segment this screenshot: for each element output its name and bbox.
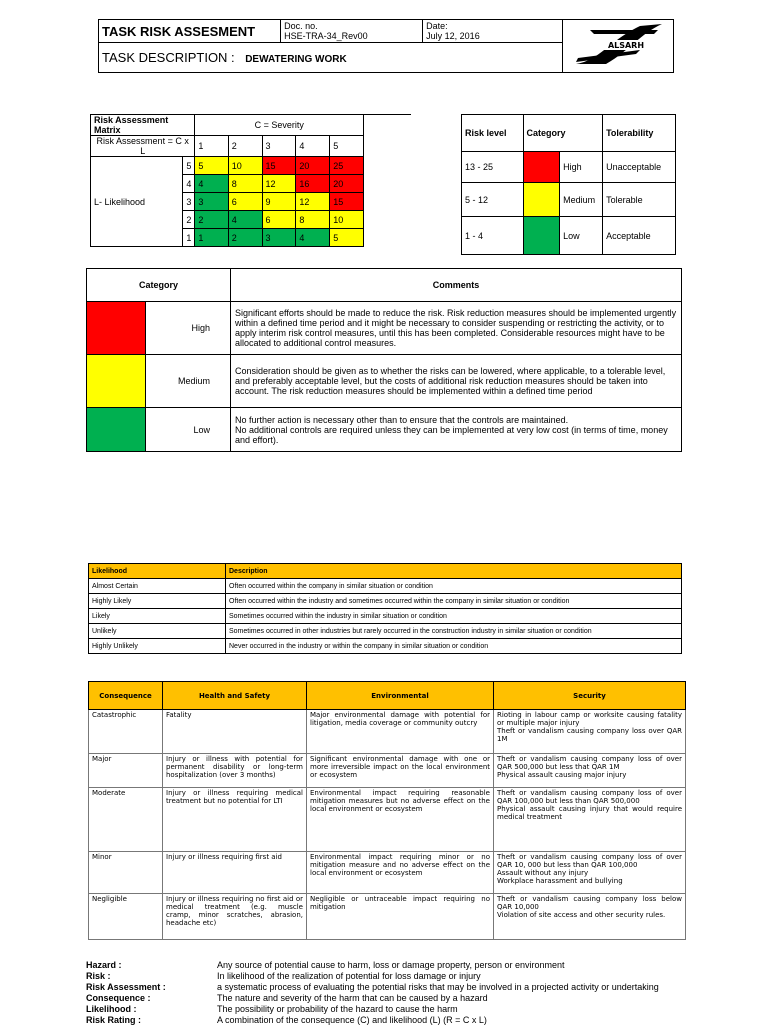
definition-text: a systematic process of evaluating the potential risks that may be involved in a projected activity or undertaking [217, 982, 659, 992]
category-label: Low [560, 217, 603, 255]
risk-score-cell: 6 [228, 193, 262, 211]
document-header [98, 19, 674, 73]
severity-col: 5 [330, 136, 364, 157]
definition-text: A combination of the consequence (C) and likelihood (L) (R = C x L) [217, 1015, 487, 1025]
logo-cell [563, 20, 674, 73]
category-color-swatch [87, 355, 146, 408]
risk-score-cell: 2 [228, 229, 262, 247]
date-cell [423, 20, 563, 43]
consequence-level: Moderate [89, 788, 163, 852]
severity-label: C = Severity [195, 115, 364, 136]
task-description-label: TASK DESCRIPTION : [102, 50, 235, 66]
security-text: Theft or vandalism causing company loss of over QAR 500,000 but less that QAR 1M Physical assault causing major injury [494, 754, 686, 788]
consequence-row [89, 852, 686, 894]
risk-score-cell: 4 [296, 229, 330, 247]
environmental-text: Negligible or untraceable impact requiring no mitigation [307, 894, 494, 940]
likelihood-row [89, 594, 682, 609]
risk-score-cell: 20 [330, 175, 364, 193]
definition-term: Consequence : [86, 993, 151, 1003]
consequence-header: Consequence [89, 682, 163, 710]
company-logo [570, 20, 666, 70]
risk-score-cell: 6 [262, 211, 296, 229]
likelihood-description: Often occurred within the company in similar situation or condition [226, 579, 682, 594]
doc-title-cell [99, 20, 281, 43]
comment-row [87, 302, 682, 355]
likelihood-row [89, 579, 682, 594]
definition-row [86, 993, 726, 1004]
risk-level-row [462, 152, 676, 183]
health-safety-text: Fatality [163, 710, 307, 754]
doc-no-cell [281, 20, 423, 43]
environmental-text: Environmental impact requiring minor or no mitigation measure and no adverse effect on the local environment or ecosystem [307, 852, 494, 894]
tolerability-label: Unacceptable [603, 152, 676, 183]
risk-level-range: 1 - 4 [462, 217, 524, 255]
definition-row [86, 960, 726, 971]
definition-text: Any source of potential cause to harm, loss or damage property, person or environment [217, 960, 565, 970]
likelihood-description: Sometimes occurred in other industries but rarely occurred in the construction industry in similar situation or condition [226, 624, 682, 639]
definition-text: The possibility or probability of the hazard to cause the harm [217, 1004, 458, 1014]
comment-text: No further action is necessary other than to ensure that the controls are maintained. No additional controls are required unless they can be implemented at very low cost (in terms of time, money and effort). [231, 408, 682, 452]
severity-col: 4 [296, 136, 330, 157]
consequence-table [88, 681, 686, 940]
category-color-swatch [523, 217, 560, 255]
environmental-text: Significant environmental damage with one or more irreversible impact on the local environment or ecosystem [307, 754, 494, 788]
risk-score-cell: 12 [262, 175, 296, 193]
likelihood-value: 2 [183, 211, 195, 229]
comment-row [87, 355, 682, 408]
category-color-swatch [523, 152, 560, 183]
date-value: July 12, 2016 [426, 31, 480, 42]
likelihood-table [88, 563, 682, 654]
likelihood-level: Almost Certain [89, 579, 226, 594]
risk-level-range: 13 - 25 [462, 152, 524, 183]
environmental-text: Environmental impact requiring reasonable mitigation measures but no adverse effect on the local environment or ecosystem [307, 788, 494, 852]
definition-term: Risk Assessment : [86, 982, 166, 992]
risk-score-cell: 8 [228, 175, 262, 193]
risk-score-cell: 15 [330, 193, 364, 211]
category-comments-table [86, 268, 682, 452]
consequence-row [89, 754, 686, 788]
consequence-level: Major [89, 754, 163, 788]
risk-score-cell: 5 [330, 229, 364, 247]
comment-text: Significant efforts should be made to reduce the risk. Risk reduction measures should be implemented urgently within a defined time period and it might be necessary to consider suspending or restricting the activity, or to apply interim risk control measures, until this has been completed. Considerable resources might have to be allocated to additional control measures. [231, 302, 682, 355]
consequence-level: Catastrophic [89, 710, 163, 754]
likelihood-description: Sometimes occurred within the industry in similar situation or condition [226, 609, 682, 624]
doc-no-value: HSE-TRA-34_Rev00 [284, 31, 368, 42]
tolerability-header: Tolerability [603, 115, 676, 152]
risk-score-cell: 5 [195, 157, 228, 175]
definition-term: Likelihood : [86, 1004, 137, 1014]
comment-category: Medium [146, 355, 231, 408]
risk-score-cell: 10 [330, 211, 364, 229]
risk-score-cell: 4 [195, 175, 228, 193]
likelihood-row [89, 624, 682, 639]
risk-score-cell: 3 [262, 229, 296, 247]
security-text: Rioting in labour camp or worksite causing fatality or multiple major injury Theft or vandalism causing company loss over QAR 1M [494, 710, 686, 754]
date-label: Date: [426, 21, 448, 32]
likelihood-value: 3 [183, 193, 195, 211]
definition-term: Hazard : [86, 960, 122, 970]
security-text: Theft or vandalism causing company loss below QAR 10,000 Violation of site access and other security rules. [494, 894, 686, 940]
description-header: Description [226, 564, 682, 579]
likelihood-level: Highly Likely [89, 594, 226, 609]
risk-score-cell: 25 [330, 157, 364, 175]
risk-score-cell: 20 [296, 157, 330, 175]
category-label: High [560, 152, 603, 183]
security-text: Theft or vandalism causing company loss of over QAR 10, 000 but less than QAR 100,000 Assault without any injury Workplace harassment and bullying [494, 852, 686, 894]
consequence-row [89, 894, 686, 940]
security-text: Theft or vandalism causing company loss of over QAR 100,000 but less than QAR 500,000 Physical assault causing injury that would require medical treatment [494, 788, 686, 852]
risk-score-cell: 15 [262, 157, 296, 175]
comment-category: High [146, 302, 231, 355]
likelihood-axis-label: L- Likelihood [91, 157, 183, 247]
risk-score-cell: 8 [296, 211, 330, 229]
task-description-value: DEWATERING WORK [245, 54, 347, 66]
likelihood-description: Never occurred in the industry or within the company in similar situation or condition [226, 639, 682, 654]
definition-text: The nature and severity of the harm that can be caused by a hazard [217, 993, 488, 1003]
formula-label: Risk Assessment = C x L [91, 136, 195, 157]
severity-col: 2 [228, 136, 262, 157]
risk-score-cell: 9 [262, 193, 296, 211]
risk-score-cell: 16 [296, 175, 330, 193]
likelihood-row [89, 609, 682, 624]
consequence-row [89, 788, 686, 852]
doc-no-label: Doc. no. [284, 21, 318, 32]
health-safety-text: Injury or illness with potential for permanent disability or long-term hospitalization (over 3 months) [163, 754, 307, 788]
doc-title: TASK RISK ASSESMENT [102, 23, 256, 39]
tolerability-label: Tolerable [603, 183, 676, 217]
comment-category: Low [146, 408, 231, 452]
category-color-swatch [523, 183, 560, 217]
comment-text: Consideration should be given as to whether the risks can be lowered, where applicable, to a tolerable level, and preferably acceptable level, but the costs of additional risk reduction measures should be taken into account. The risk reduction measures should be implemented within a defined time period [231, 355, 682, 408]
definition-row [86, 982, 726, 993]
consequence-row [89, 710, 686, 754]
likelihood-description: Often occurred within the industry and sometimes occurred within the company in similar situation or condition [226, 594, 682, 609]
consequence-level: Minor [89, 852, 163, 894]
definition-term: Risk : [86, 971, 111, 981]
risk-level-range: 5 - 12 [462, 183, 524, 217]
health-safety-header: Health and Safety [163, 682, 307, 710]
health-safety-text: Injury or illness requiring first aid [163, 852, 307, 894]
likelihood-header: Likelihood [89, 564, 226, 579]
likelihood-level: Highly Unlikely [89, 639, 226, 654]
definition-row [86, 1004, 726, 1015]
security-header: Security [494, 682, 686, 710]
tolerability-label: Acceptable [603, 217, 676, 255]
matrix-row [91, 157, 412, 175]
likelihood-value: 4 [183, 175, 195, 193]
category-color-swatch [87, 408, 146, 452]
matrix-spacer [364, 115, 411, 157]
logo-wordmark: ALSARH [607, 41, 645, 50]
likelihood-value: 1 [183, 229, 195, 247]
likelihood-level: Unlikely [89, 624, 226, 639]
category-color-swatch [87, 302, 146, 355]
environmental-header: Environmental [307, 682, 494, 710]
risk-score-cell: 3 [195, 193, 228, 211]
severity-col: 1 [195, 136, 228, 157]
definition-term: Risk Rating : [86, 1015, 142, 1025]
health-safety-text: Injury or illness requiring no first aid or medical treatment (e.g. muscle cramp, minor scratches, abrasion, headache etc) [163, 894, 307, 940]
consequence-level: Negligible [89, 894, 163, 940]
category-header: Category [523, 115, 603, 152]
likelihood-row [89, 639, 682, 654]
category-label: Medium [560, 183, 603, 217]
risk-assessment-matrix [90, 114, 411, 247]
task-description-cell [99, 43, 563, 73]
likelihood-value: 5 [183, 157, 195, 175]
likelihood-level: Likely [89, 609, 226, 624]
severity-col: 3 [262, 136, 296, 157]
health-safety-text: Injury or illness requiring medical treatment but no potential for LTI [163, 788, 307, 852]
risk-score-cell: 2 [195, 211, 228, 229]
comments-category-header: Category [87, 269, 231, 302]
comments-header: Comments [231, 269, 682, 302]
definition-text: In likelihood of the realization of potential for loss damage or injury [217, 971, 481, 981]
risk-score-cell: 10 [228, 157, 262, 175]
risk-score-cell: 1 [195, 229, 228, 247]
risk-score-cell: 4 [228, 211, 262, 229]
risk-level-row [462, 183, 676, 217]
matrix-title: Risk Assessment Matrix [91, 115, 195, 136]
definition-row [86, 971, 726, 982]
comment-row [87, 408, 682, 452]
risk-level-header: Risk level [462, 115, 524, 152]
risk-score-cell: 12 [296, 193, 330, 211]
environmental-text: Major environmental damage with potential for litigation, media coverage or community outcry [307, 710, 494, 754]
definitions-list [86, 960, 726, 1026]
risk-level-table [461, 114, 676, 255]
definition-row [86, 1015, 726, 1026]
risk-level-row [462, 217, 676, 255]
